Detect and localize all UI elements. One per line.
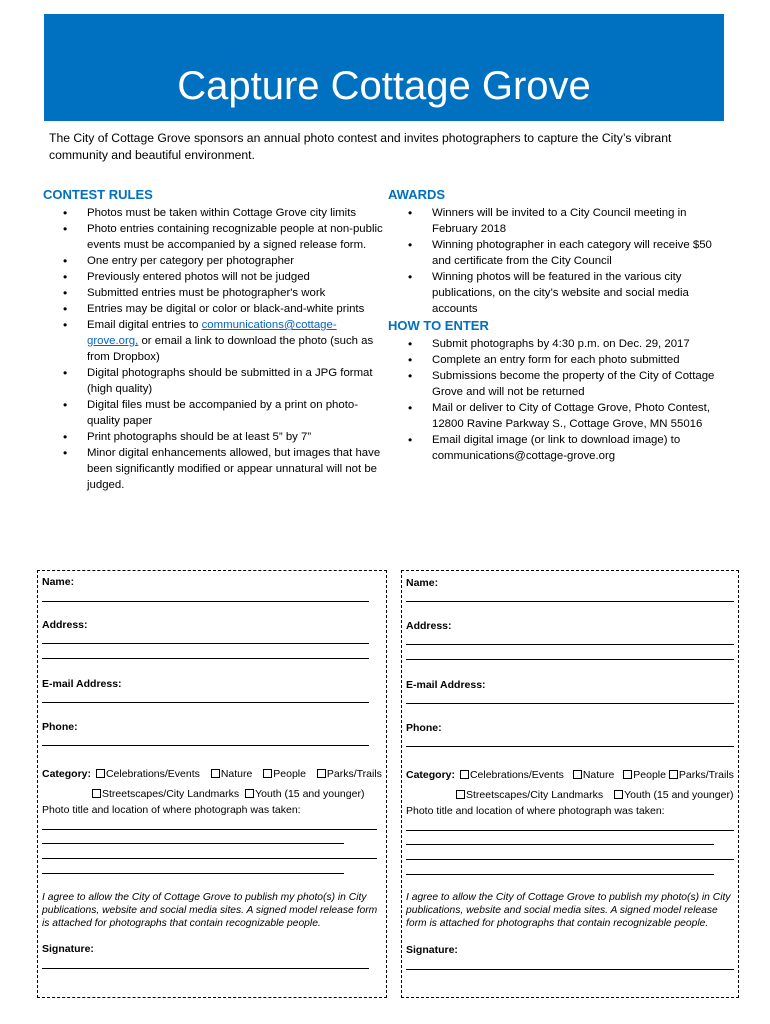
email-label: E-mail Address: [42, 678, 122, 690]
email-label: E-mail Address: [406, 679, 486, 691]
checkbox-celebrations[interactable] [460, 770, 469, 779]
checkbox-youth[interactable] [245, 789, 254, 798]
category-row-2 [92, 788, 364, 800]
address-label: Address: [406, 620, 452, 632]
list-item: • Email digital image (or link to download image) to communications@cottage-grove.org [408, 432, 718, 464]
email-prefix: Email digital entries to [87, 319, 202, 331]
list-item: • One entry per category per photographer [63, 253, 383, 269]
name-field[interactable] [406, 601, 734, 602]
checkbox-people[interactable] [263, 769, 272, 778]
signature-label: Signature: [406, 944, 458, 956]
photo-title-label: Photo title and location of where photograph was taken: [406, 805, 665, 817]
photo-title-field[interactable] [42, 829, 377, 830]
checkbox-label: Parks/Trails [326, 768, 382, 780]
checkbox-label: Nature [582, 769, 615, 781]
checkbox-label: Nature [220, 768, 253, 780]
list-item: • Submissions become the property of the City of Cottage Grove and will not be returned [408, 368, 718, 400]
how-to-enter-list [408, 336, 718, 464]
phone-field[interactable] [42, 745, 369, 746]
awards-list [408, 205, 718, 317]
checkbox-label: Youth (15 and younger) [255, 788, 365, 800]
entry-form-right [401, 570, 739, 998]
photo-title-field[interactable] [42, 858, 377, 859]
category-row [406, 769, 734, 781]
checkbox-label: Streetscapes/City Landmarks [466, 789, 604, 801]
photo-title-field[interactable] [42, 873, 344, 874]
category-row [42, 768, 382, 780]
checkbox-celebrations[interactable] [96, 769, 105, 778]
list-item: • Entries may be digital or color or black-and-white prints [63, 301, 383, 317]
name-label: Name: [406, 577, 439, 589]
name-label: Name: [42, 576, 75, 588]
checkbox-parks[interactable] [317, 769, 326, 778]
agreement-text: I agree to allow the City of Cottage Grove to publish my photo(s) in City publications, website and social media sites. A signed model release form is attached for photographs that contain recognizable people. [406, 892, 731, 929]
checkbox-label: Parks/Trails [678, 769, 734, 781]
checkbox-streetscapes[interactable] [92, 789, 101, 798]
photo-title-field[interactable] [406, 830, 734, 831]
list-item: • Photos must be taken within Cottage Grove city limits [63, 205, 383, 221]
agreement-text: I agree to allow the City of Cottage Grove to publish my photo(s) in City publications, website and social media sites. A signed model release form is attached for photographs that contain recognizable people. [42, 892, 378, 929]
address-field[interactable] [42, 643, 369, 644]
list-item: • Digital files must be accompanied by a print on photo-quality paper [63, 397, 383, 429]
checkbox-label: Youth (15 and younger) [624, 789, 734, 801]
title-banner [44, 14, 724, 121]
address-field[interactable] [406, 644, 734, 645]
contest-rules-heading: CONTEST RULES [43, 187, 153, 202]
email-link[interactable]: communications@cottage-grove.org, [87, 319, 337, 347]
category-label: Category: [42, 768, 92, 780]
address-label: Address: [42, 619, 88, 631]
signature-label: Signature: [42, 943, 94, 955]
signature-field[interactable] [42, 968, 369, 969]
intro-paragraph: The City of Cottage Grove sponsors an annual photo contest and invites photographers to capture the City’s vibrant community and beautiful environment. [49, 131, 672, 162]
phone-label: Phone: [406, 722, 442, 734]
photo-title-label: Photo title and location of where photograph was taken: [42, 804, 301, 816]
address-field[interactable] [42, 658, 369, 659]
list-item: • Submitted entries must be photographer's work [63, 285, 383, 301]
photo-title-field[interactable] [42, 843, 344, 844]
checkbox-label: People [273, 768, 306, 780]
checkbox-nature[interactable] [573, 770, 582, 779]
photo-title-field[interactable] [406, 859, 734, 860]
list-item: • Winning photographer in each category will receive $50 and certificate from the City Council [408, 237, 718, 269]
list-item: • Previously entered photos will not be judged [63, 269, 383, 285]
email-suffix: or email a link to download the photo (such as from Dropbox) [87, 335, 374, 363]
checkbox-parks[interactable] [669, 770, 678, 779]
signature-field[interactable] [406, 969, 734, 970]
how-to-enter-heading: HOW TO ENTER [388, 318, 489, 333]
list-item: • Submit photographs by 4:30 p.m. on Dec. 29, 2017 [408, 336, 718, 352]
email-field[interactable] [406, 703, 734, 704]
phone-label: Phone: [42, 721, 78, 733]
list-item: • Mail or deliver to City of Cottage Grove, Photo Contest, 12800 Ravine Parkway S., Cottage Grove, MN 55016 [408, 400, 718, 432]
checkbox-label: Celebrations/Events [105, 768, 200, 780]
checkbox-people[interactable] [623, 770, 632, 779]
photo-title-field[interactable] [406, 844, 714, 845]
awards-heading: AWARDS [388, 187, 446, 202]
checkbox-label: Streetscapes/City Landmarks [102, 788, 240, 800]
list-item: • Winners will be invited to a City Council meeting in February 2018 [408, 205, 718, 237]
list-item [63, 317, 383, 365]
checkbox-label: Celebrations/Events [469, 769, 564, 781]
email-field[interactable] [42, 702, 369, 703]
name-field[interactable] [42, 601, 369, 602]
list-item: • Print photographs should be at least 5” by 7” [63, 429, 383, 445]
phone-field[interactable] [406, 746, 734, 747]
contest-rules-list [63, 205, 383, 493]
checkbox-youth[interactable] [614, 790, 623, 799]
list-item: • Digital photographs should be submitted in a JPG format (high quality) [63, 365, 383, 397]
address-field[interactable] [406, 659, 734, 660]
list-item: • Photo entries containing recognizable people at non-public events must be accompanied by a signed release form. [63, 221, 383, 253]
category-row-2 [456, 789, 733, 801]
checkbox-streetscapes[interactable] [456, 790, 465, 799]
list-item: • Complete an entry form for each photo submitted [408, 352, 718, 368]
entry-form-left [37, 570, 387, 998]
list-item: • Minor digital enhancements allowed, but images that have been significantly modified or appear unnatural will not be judged. [63, 445, 383, 493]
checkbox-nature[interactable] [211, 769, 220, 778]
category-label: Category: [406, 769, 456, 781]
checkbox-label: People [633, 769, 666, 781]
photo-title-field[interactable] [406, 874, 714, 875]
page-title: Capture Cottage Grove [177, 64, 591, 108]
list-item: • Winning photos will be featured in the various city publications, on the city’s website and social media accounts [408, 269, 718, 317]
